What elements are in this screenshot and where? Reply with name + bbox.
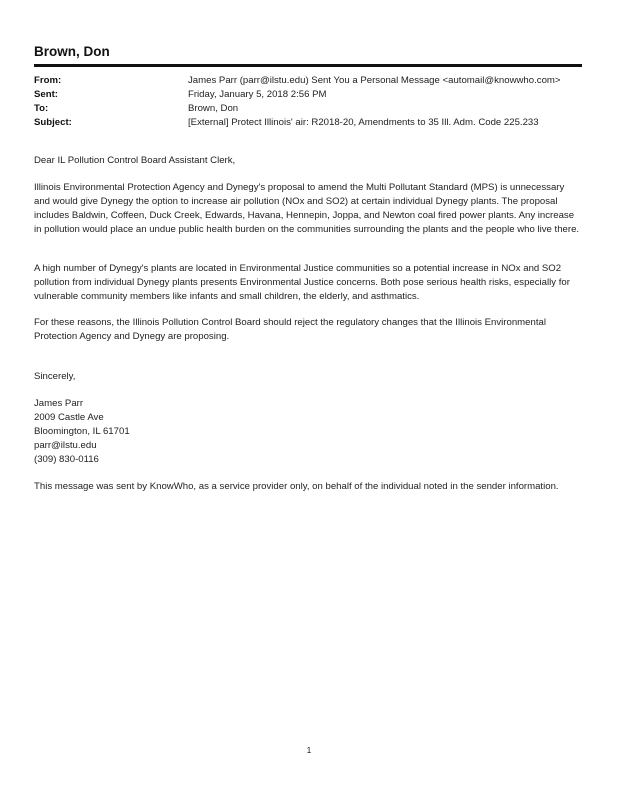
signature-name: James Parr [34, 398, 84, 409]
closing [34, 370, 582, 384]
signature-city: Bloomington, IL 61701 [34, 426, 130, 438]
disclaimer [34, 480, 582, 494]
sent-label: Sent: [34, 89, 58, 100]
disclaimer-text: This message was sent by KnowWho, as a service provider only, on behalf of the individual noted in the sender information. [34, 481, 559, 492]
page-number: 1 [306, 745, 312, 755]
subject-label: Subject: [34, 117, 72, 128]
from-value: James Parr (parr@ilstu.edu) Sent You a Personal Message <automail@knowwho.com> [188, 75, 561, 86]
greeting [34, 154, 582, 168]
heading-rule [34, 64, 582, 67]
paragraph-1 [34, 181, 582, 237]
paragraph-1-text: Illinois Environmental Protection Agency and Dynegy's proposal to amend the Multi Pollutant Standard (MPS) is unnecessary and would give Dynegy the option to increase air pollution (NOx and SO2) at certain individual Dynegy plants. The proposal includes Baldwin, Coffeen, Duck Creek, Edwards, Havana, Hennepin, Joppa, and Newton coal fired power plants. Any increase in pollution would place an undue public health burden on the communities surrounding the plants and the people who live there. [34, 182, 580, 236]
subject-value: [External] Protect Illinois' air: R2018-20, Amendments to 35 Ill. Adm. Code 225.233 [188, 117, 539, 128]
signature-street: 2009 Castle Ave [34, 412, 104, 424]
sent-value: Friday, January 5, 2018 2:56 PM [188, 89, 327, 100]
signature-block [34, 397, 582, 467]
to-value: Brown, Don [188, 103, 239, 114]
to-label: To: [34, 103, 49, 114]
paragraph-3 [34, 316, 582, 344]
paragraph-2-text: A high number of Dynegy's plants are located in Environmental Justice communities so a potential increase in NOx and SO2 pollution from individual Dynegy plants presents Environmental Justice concerns. Both pose serious health risks, especially for vulnerable community members like infants and small children, the elderly, and asthmatics. [34, 263, 570, 303]
signature-email[interactable]: parr@ilstu.edu [34, 440, 97, 452]
paragraph-3-text: For these reasons, the Illinois Pollution Control Board should reject the regulatory changes that the Illinois Environmental Protection Agency and Dynegy are proposing. [34, 317, 546, 343]
paragraph-2 [34, 262, 582, 304]
from-label: From: [34, 75, 62, 86]
sender-heading: Brown, Don [34, 44, 110, 59]
signature-phone: (309) 830-0116 [34, 454, 99, 466]
greeting-text: Dear IL Pollution Control Board Assistant Clerk, [34, 155, 236, 166]
closing-text: Sincerely, [34, 371, 76, 382]
